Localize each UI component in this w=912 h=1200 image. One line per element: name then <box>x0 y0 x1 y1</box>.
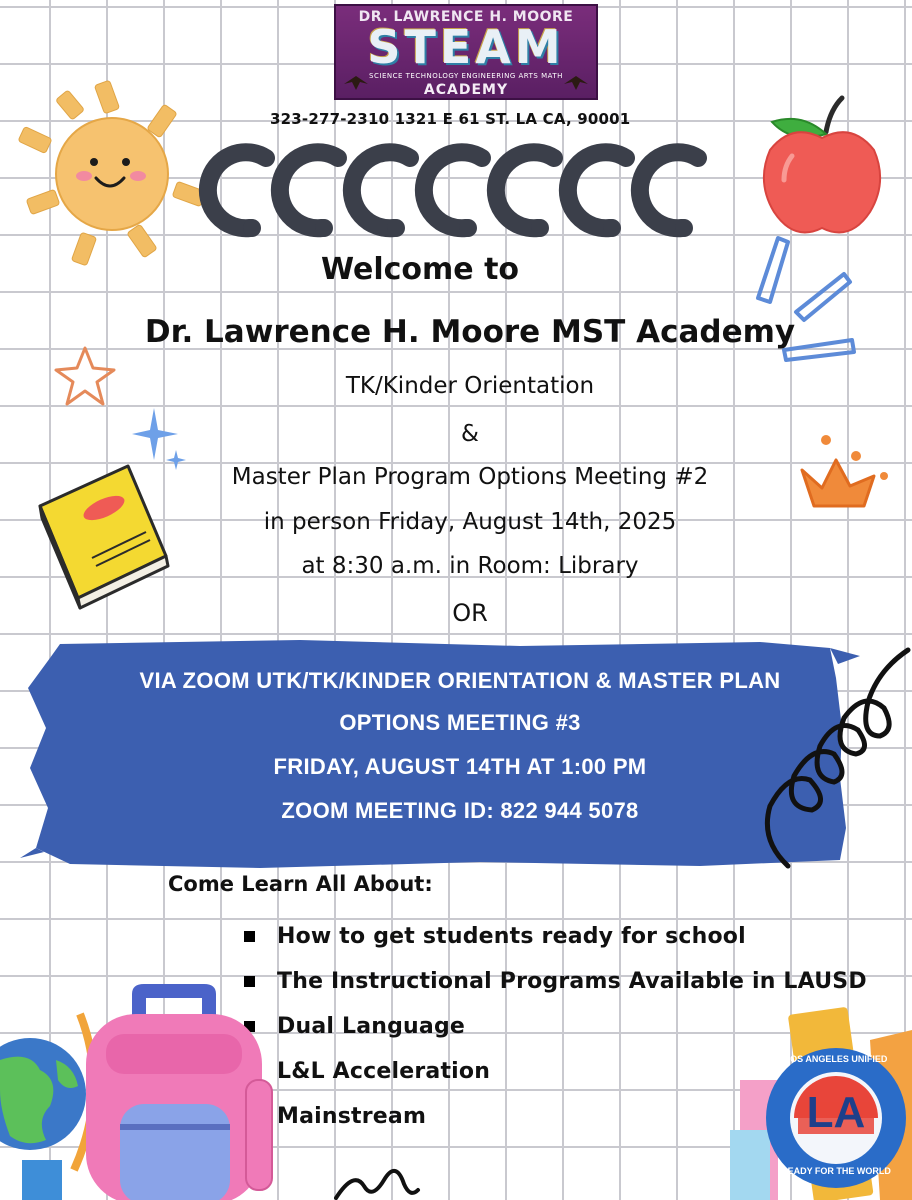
zoom-line: VIA ZOOM UTK/TK/KINDER ORIENTATION & MASTER PLAN <box>139 668 781 693</box>
logo-steam-text: STEAM <box>367 20 565 74</box>
zoom-meeting-id: ZOOM MEETING ID: 822 944 5078 <box>281 798 639 823</box>
eagle-icon <box>562 72 590 94</box>
school-logo <box>334 4 598 100</box>
spiral-icon <box>334 1150 454 1200</box>
badge-bottom-text: READY FOR THE WORLD <box>781 1166 891 1176</box>
backpack-icon <box>66 984 276 1200</box>
list-item <box>244 959 867 1004</box>
learn-heading: Come Learn All About: <box>168 872 433 896</box>
event-line: Master Plan Program Options Meeting #2 <box>231 464 709 490</box>
bullet-icon <box>244 931 255 942</box>
badge-top-text: LOS ANGELES UNIFIED <box>784 1054 888 1064</box>
event-line: in person Friday, August 14th, 2025 <box>263 509 677 535</box>
sun-icon <box>14 76 214 266</box>
contact-info: 323-277-2310 1321 E 61 ST. LA CA, 90001 <box>270 110 631 128</box>
event-line: at 8:30 a.m. in Room: Library <box>301 553 639 579</box>
binder-rings <box>196 132 736 252</box>
welcome-heading: Welcome to <box>320 252 520 287</box>
spiral-icon <box>748 640 912 876</box>
list-item-text: How to get students ready for school <box>277 924 746 949</box>
school-name: Dr. Lawrence H. Moore MST Academy <box>144 314 796 350</box>
list-item-text: The Instructional Programs Available in LAUSD <box>277 969 867 994</box>
list-item-text: Dual Language <box>277 1014 466 1039</box>
logo-sub-text: SCIENCE TECHNOLOGY ENGINEERING ARTS MATH <box>369 72 563 80</box>
logo-bottom-text: ACADEMY <box>423 82 509 98</box>
event-line: & <box>461 421 479 447</box>
zoom-line: OPTIONS MEETING #3 <box>339 710 581 735</box>
or-separator: OR <box>452 599 488 627</box>
badge-letters: LA <box>806 1088 866 1137</box>
zoom-line: FRIDAY, AUGUST 14TH AT 1:00 PM <box>273 754 647 779</box>
list-item-text: Mainstream <box>277 1104 427 1129</box>
eagle-icon <box>342 72 370 94</box>
logo-top-text: DR. LAWRENCE H. MOORE <box>358 9 574 25</box>
list-item-text: L&L Acceleration <box>277 1059 491 1084</box>
list-item <box>244 914 867 959</box>
event-line: TK/Kinder Orientation <box>345 373 595 399</box>
